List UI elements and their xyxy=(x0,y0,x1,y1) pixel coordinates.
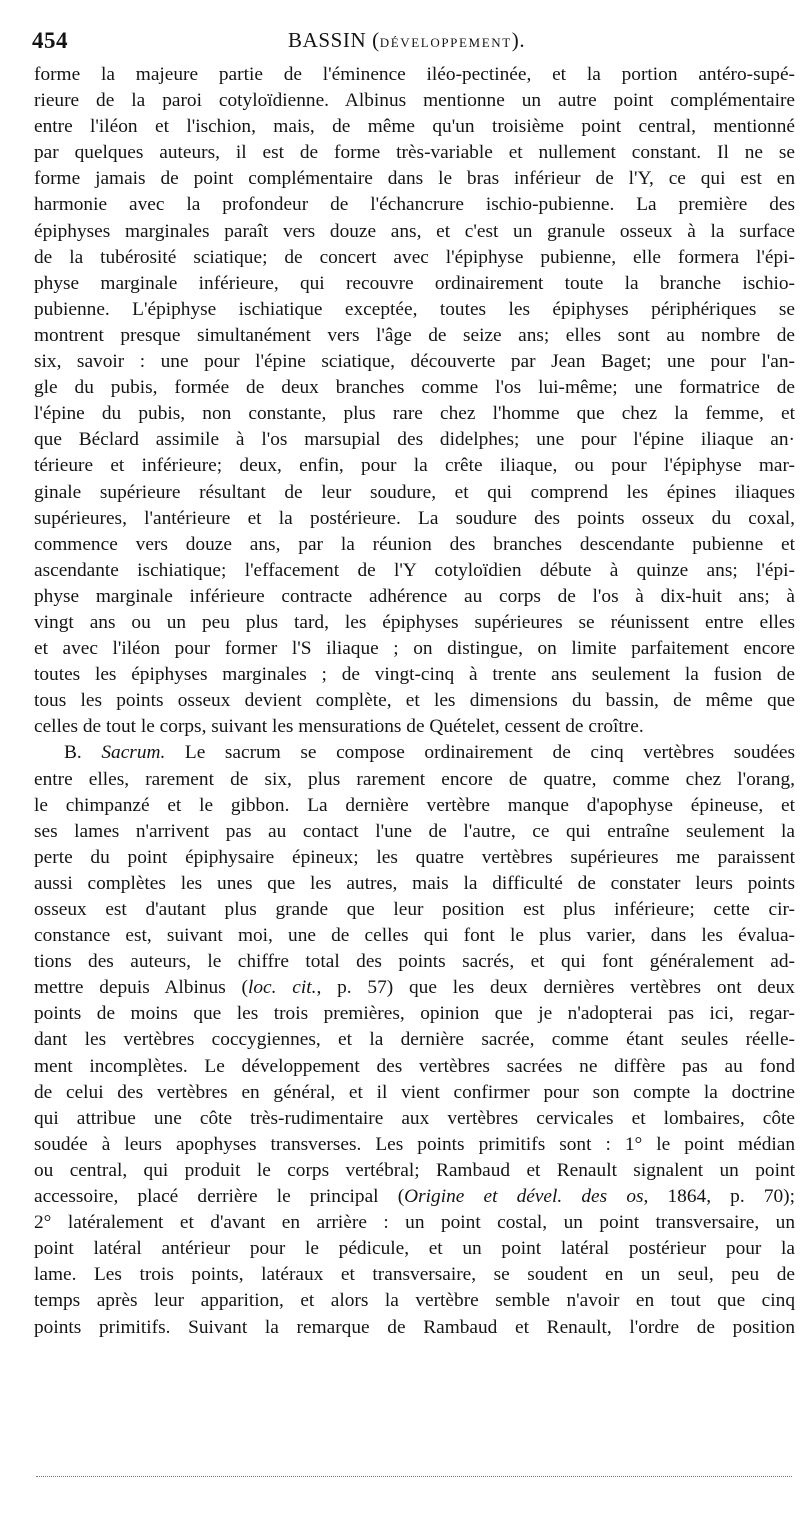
albinus-line xyxy=(34,975,795,1001)
section-heading: Sacrum. xyxy=(101,742,166,764)
text-line: de celui des vertèbres en général, et il vient confirmer pour son compte la doctrine xyxy=(34,1081,795,1103)
section-letter: B. xyxy=(64,742,82,764)
text-line: supérieures, l'antérieure et la postérieure. La soudure des points osseux du coxal, xyxy=(34,507,795,529)
text-line: l'épine du pubis, non constante, plus rare chez l'homme que chez la femme, et xyxy=(34,403,795,425)
text-line: point latéral antérieur pour le pédicule, et un point latéral postérieur pour la xyxy=(34,1238,795,1260)
text-line: perte du point épiphysaire épineux; les quatre vertèbres supérieures me paraissent xyxy=(34,846,795,868)
text-line: six, savoir : une pour l'épine sciatique, découverte par Jean Baget; une pour l'an- xyxy=(34,351,795,373)
text-line: entre elles, rarement de six, plus rarement encore de quatre, comme chez l'orang, xyxy=(34,768,795,790)
text-line: osseux est d'autant plus grande que leur position est plus inférieure; cette cir- xyxy=(34,899,795,920)
text-line: ginale supérieure résultant de leur soudure, et qui comprend les épines iliaques xyxy=(34,481,795,503)
text-line: forme la majeure partie de l'éminence iléo-pectinée, et la portion antéro-supé- xyxy=(34,64,795,85)
running-head-subtitle: DÉVELOPPEMENT xyxy=(379,35,512,50)
text-line: celles de tout le corps, suivant les mensurations de Quételet, cessent de croître. xyxy=(34,716,644,738)
origine-line xyxy=(34,1184,795,1210)
text-span: , 1864, p. 70); xyxy=(643,1186,795,1208)
text-line: aussi complètes les unes que les autres, mais la difficulté de constater leurs points xyxy=(34,872,795,894)
text-span: accessoire, placé derrière le principal ( xyxy=(34,1186,405,1208)
text-line: points primitifs. Suivant la remarque de Rambaud et Renault, l'ordre de position xyxy=(34,1316,795,1338)
text-line: et avec l'iléon pour former l'S iliaque ; on distingue, on limite parfaitement encore xyxy=(34,638,795,660)
text-line: physe marginale inférieure contracte adhérence au corps de l'os à dix-huit ans; à xyxy=(34,585,795,607)
text-line: constance est, suivant moi, une de celles qui font le plus varier, dans les évalua- xyxy=(34,925,795,947)
text-line: commence vers douze ans, par la réunion des branches descendante pubienne et xyxy=(34,533,795,555)
text-line: temps après leur apparition, et alors la vertèbre semble n'avoir en tout que cinq xyxy=(34,1290,795,1312)
text-line: pubienne. L'épiphyse ischiatique exceptée, toutes les épiphyses périphériques se xyxy=(34,298,795,320)
text-line: rieure de la paroi cotyloïdienne. Albinus mentionne un autre point complémentaire xyxy=(34,90,795,112)
running-head xyxy=(288,28,525,53)
text-line: points de moins que les trois premières, opinion que je n'adopterai pas ici, regar- xyxy=(34,1003,795,1025)
text-line: épiphyses marginales paraît vers douze ans, et c'est un granule osseux à la surface xyxy=(34,220,795,242)
text-line: tous les points osseux devient complète, et les dimensions du bassin, de même que xyxy=(34,690,795,712)
text-line: de la tubérosité sciatique; de concert avec l'épiphyse pubienne, elle formera l'épi- xyxy=(34,246,795,268)
text-span: mettre depuis Albinus ( xyxy=(34,977,248,999)
text-line: ses lames n'arrivent pas au contact l'une de l'autre, ce qui entraîne seulement la xyxy=(34,820,795,842)
text-line: 2° latéralement et d'avant en arrière : un point costal, un point transversaire, un xyxy=(34,1212,795,1234)
text-line: qui attribue une côte très-rudimentaire aux vertèbres cervicales et lombaires, côte xyxy=(34,1107,795,1129)
text-line: le chimpanzé et le gibbon. La dernière vertèbre manque d'apophyse épineuse, et xyxy=(34,794,795,816)
text-line: tions des auteurs, le chiffre total des points sacrés, et qui font généralement ad- xyxy=(34,951,795,973)
text-line: ment incomplètes. Le développement des vertèbres sacrées ne diffère pas au fond xyxy=(34,1055,795,1077)
text-line: que Béclard assimile à l'os marsupial des didelphes; une pour l'épine iliaque an· xyxy=(34,429,795,451)
body-text xyxy=(34,62,795,1341)
text-line: lame. Les trois points, latéraux et transversaire, se soudent en un seul, peu de xyxy=(34,1264,795,1286)
running-head-paren-close: ). xyxy=(511,28,526,52)
text-line: gle du pubis, formée de deux branches comme l'os lui-même; une formatrice de xyxy=(34,377,795,399)
text-span: , p. 57) que les deux dernières vertèbres ont deux xyxy=(316,977,795,999)
text-line: ascendante ischiatique; l'effacement de l'Y cotyloïdien débute à quinze ans; l'épi- xyxy=(34,559,795,581)
running-head-title: BASSIN xyxy=(288,28,367,52)
page-number: 454 xyxy=(32,28,68,53)
text-line: dant les vertèbres coccygiennes, et la dernière sacrée, comme étant seules réelle- xyxy=(34,1029,795,1051)
text-line: par quelques auteurs, il est de forme très-variable et nullement constant. Il ne se xyxy=(34,142,795,164)
citation: Origine et dével. des os xyxy=(404,1186,644,1208)
text-line: entre l'iléon et l'ischion, mais, de même qu'un troisième point central, mentionné xyxy=(34,116,795,138)
citation: loc. cit. xyxy=(247,977,317,999)
text-line: physe marginale inférieure, qui recouvre ordinairement toute la branche ischio- xyxy=(34,272,795,294)
running-head-paren-open: ( xyxy=(372,28,380,52)
section-text: Le sacrum se compose ordinairement de cinq vertèbres soudées xyxy=(184,742,796,764)
text-line: montrent presque simultanément vers l'âge de seize ans; elles sont au nombre de xyxy=(34,324,795,346)
text-line: forme jamais de point complémentaire dans le bras inférieur de l'Y, ce qui est en xyxy=(34,168,795,190)
text-line: toutes les épiphyses marginales ; de vingt-cinq à trente ans seulement la fusion de xyxy=(34,664,795,686)
sacrum-heading-line xyxy=(34,740,795,766)
text-line: harmonie avec la profondeur de l'échancrure ischio-pubienne. La première des xyxy=(34,194,795,216)
page-header xyxy=(30,20,800,56)
text-line: soudée à leurs apophyses transverses. Les points primitifs sont : 1° le point médian xyxy=(34,1133,795,1155)
footer-dotted-rule xyxy=(36,1476,792,1477)
text-line: ou central, qui produit le corps vertébral; Rambaud et Renault signalent un point xyxy=(34,1159,795,1181)
text-line: térieure et inférieure; deux, enfin, pour la crête iliaque, ou pour l'épiphyse mar- xyxy=(34,455,795,477)
text-line: vingt ans ou un peu plus tard, les épiphyses supérieures se réunissent entre elles xyxy=(34,611,795,633)
